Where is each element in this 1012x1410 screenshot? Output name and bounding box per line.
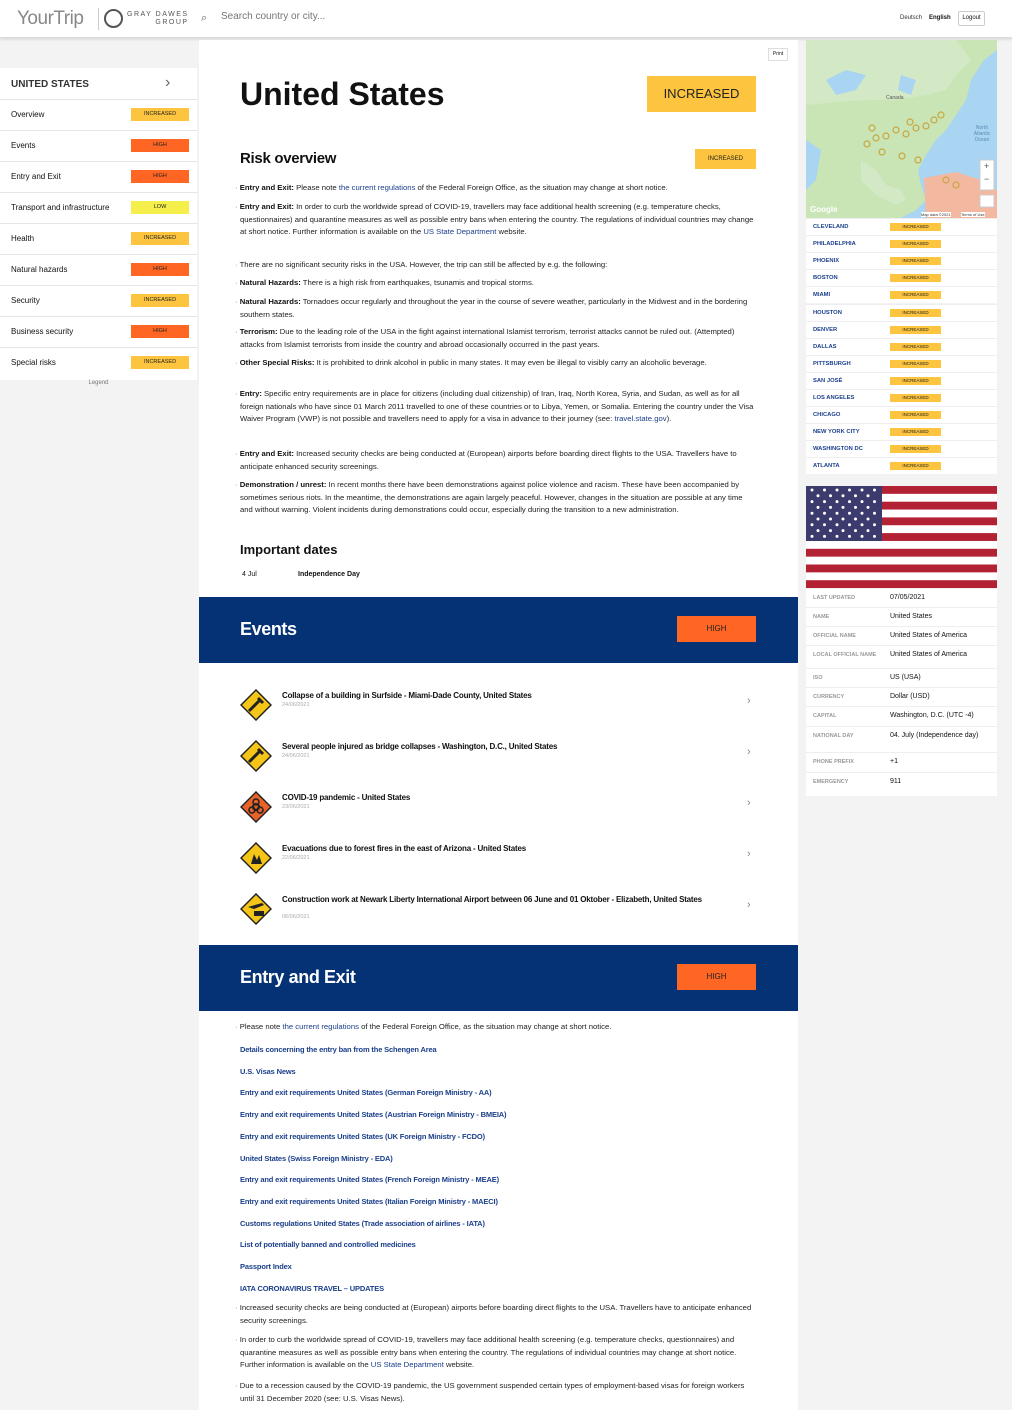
event-item[interactable] bbox=[240, 736, 760, 776]
sidebar-item-security[interactable] bbox=[0, 285, 197, 316]
date-day: 4 Jul bbox=[242, 571, 257, 578]
map-data-credit: Map data ©2021 bbox=[921, 212, 951, 217]
city-risk-badge: INCREASED bbox=[890, 223, 941, 231]
chevron-right-icon[interactable]: › bbox=[747, 746, 751, 758]
sidebar-item-label: Natural hazards bbox=[11, 265, 68, 274]
city-risk-badge: INCREASED bbox=[890, 394, 941, 402]
info-value: 04. July (Independence day) bbox=[890, 732, 979, 739]
city-risk-badge: INCREASED bbox=[890, 411, 941, 419]
city-row[interactable] bbox=[806, 321, 997, 338]
city-name: NEW YORK CITY bbox=[813, 429, 860, 436]
chevron-right-icon[interactable]: › bbox=[747, 899, 751, 911]
city-risk-badge: INCREASED bbox=[890, 291, 941, 299]
info-row bbox=[806, 588, 997, 607]
sidebar-item-events[interactable] bbox=[0, 130, 197, 161]
language-english-link[interactable]: English bbox=[929, 15, 951, 21]
print-button[interactable]: Print bbox=[768, 48, 788, 61]
event-title: Collapse of a building in Surfside - Miami-Dade County, United States bbox=[282, 691, 532, 700]
chevron-right-icon[interactable]: › bbox=[165, 74, 171, 91]
risk-paragraph: · Demonstration / unrest: In recent months there have been demonstrations against police violence and racism. These have been accompanied by sometimes serious riots. In the meantime, the demonstrations are again largely peaceful. However, changes in the situation are possible at any time and without warning. Violent incidents during demonstrations could occur, especially during the transition to a new administration. bbox=[240, 479, 755, 517]
city-risk-badge: INCREASED bbox=[890, 257, 941, 265]
city-row[interactable] bbox=[806, 355, 997, 372]
sidebar-item-label: Special risks bbox=[11, 358, 56, 367]
city-row[interactable] bbox=[806, 218, 997, 235]
event-date: 22/06/2021 bbox=[282, 855, 310, 861]
chevron-right-icon[interactable]: › bbox=[747, 797, 751, 809]
sidebar-item-transport-and-infrastructure[interactable] bbox=[0, 192, 197, 223]
event-date: 23/06/2021 bbox=[282, 804, 310, 810]
info-value: +1 bbox=[890, 758, 898, 765]
info-value: United States of America bbox=[890, 632, 968, 639]
city-risk-badge: INCREASED bbox=[890, 240, 941, 248]
risk-paragraph: · Entry and Exit: Please note the current regulations of the Federal Foreign Office, as the situation may change at short notice. bbox=[240, 182, 755, 195]
entry-exit-heading: Entry and Exit bbox=[240, 967, 356, 987]
entry-paragraph: · Due to a recession caused by the COVID-19 pandemic, the US government suspended certain types of employment-based visas for foreign workers until 31 December 2020 (see: U.S. Visas News). bbox=[240, 1380, 755, 1405]
city-row[interactable] bbox=[806, 440, 997, 457]
info-row bbox=[806, 645, 997, 668]
info-key: PHONE PREFIX bbox=[813, 759, 854, 765]
event-title: Evacuations due to forest fires in the east of Arizona - United States bbox=[282, 844, 526, 853]
city-row[interactable] bbox=[806, 286, 997, 303]
entry-paragraph: · In order to curb the worldwide spread of COVID-19, travellers may face additional health screening (e.g. temperature checks, questionnaires) and quarantine measures as well as possible entry bans when entering the country. The regulations of individual countries may change at short notice. Further information is available on the US State Department website. bbox=[240, 1334, 755, 1372]
city-risk-badge: INCREASED bbox=[890, 445, 941, 453]
top-bar bbox=[0, 0, 1012, 38]
city-row[interactable] bbox=[806, 304, 997, 321]
info-row bbox=[806, 752, 997, 772]
paragraph-topic: Entry: bbox=[239, 389, 262, 398]
info-value: US (USA) bbox=[890, 674, 921, 681]
zoom-in-button[interactable]: + bbox=[984, 161, 990, 171]
risk-level-badge: HIGH bbox=[131, 170, 189, 183]
risk-paragraph: · Other Special Risks: It is prohibited to drink alcohol in public in many states. It may even be illegal to visibly carry an alcoholic beverage. bbox=[240, 357, 755, 370]
country-risk-badge: INCREASED bbox=[647, 76, 756, 112]
city-risk-badge: INCREASED bbox=[890, 274, 941, 282]
paragraph-topic: Entry and Exit: bbox=[239, 449, 294, 458]
yourtrip-logo[interactable]: YourTrip bbox=[17, 8, 84, 29]
city-row[interactable] bbox=[806, 338, 997, 355]
entry-resource-link[interactable]: Entry and exit requirements United States (Italian Foreign Ministry - MAECI) bbox=[240, 1196, 498, 1206]
paragraph-topic: Natural Hazards: bbox=[239, 278, 301, 287]
info-key: ISO bbox=[813, 675, 823, 681]
city-name: WASHINGTON DC bbox=[813, 446, 863, 453]
events-section-header bbox=[199, 597, 798, 663]
city-row[interactable] bbox=[806, 457, 997, 474]
language-deutsch-link[interactable]: Deutsch bbox=[900, 15, 923, 21]
airport-icon bbox=[240, 893, 272, 925]
events-risk-badge: HIGH bbox=[677, 616, 756, 642]
sidebar-item-natural-hazards[interactable] bbox=[0, 254, 197, 285]
entry-note-paragraph: · Please note the current regulations of the Federal Foreign Office, as the situation may change at short notice. bbox=[240, 1021, 755, 1034]
info-key: CAPITAL bbox=[813, 713, 837, 719]
city-row[interactable] bbox=[806, 389, 997, 406]
sidebar-item-special-risks[interactable] bbox=[0, 347, 197, 378]
city-row[interactable] bbox=[806, 269, 997, 286]
event-item[interactable] bbox=[240, 838, 760, 878]
biohazard-icon bbox=[240, 791, 272, 823]
entry-paragraph: · Increased security checks are being conducted at (European) airports before boarding direct flights to the USA. Travellers have to anticipate enhanced security screenings. bbox=[240, 1302, 755, 1327]
search-input[interactable] bbox=[221, 11, 521, 22]
map-terms-link[interactable]: Terms of Use bbox=[961, 212, 985, 217]
info-value: 911 bbox=[890, 778, 902, 785]
info-value: United States bbox=[890, 613, 933, 620]
sidebar-item-label: Business security bbox=[11, 327, 74, 336]
partner-name: GRAY DAWES bbox=[127, 10, 189, 18]
events-heading: Events bbox=[240, 619, 297, 639]
logo-divider bbox=[98, 8, 99, 30]
city-row[interactable] bbox=[806, 406, 997, 423]
entry-exit-risk-badge: HIGH bbox=[677, 964, 756, 990]
chevron-right-icon[interactable]: › bbox=[747, 695, 751, 707]
city-row[interactable] bbox=[806, 372, 997, 389]
sidebar-item-label: Events bbox=[11, 141, 36, 150]
inline-link[interactable]: the current regulations bbox=[338, 183, 416, 192]
flag-graphic bbox=[806, 486, 997, 588]
page-title: United States bbox=[240, 76, 445, 112]
event-title: Construction work at Newark Liberty International Airport between 06 June and 01 Oktober - Elizabeth, United States bbox=[282, 895, 702, 904]
event-item[interactable] bbox=[240, 685, 760, 725]
entry-resource-link[interactable]: Entry and exit requirements United States (German Foreign Ministry - AA) bbox=[240, 1088, 492, 1098]
zoom-out-button[interactable]: − bbox=[984, 174, 990, 184]
city-row[interactable] bbox=[806, 423, 997, 440]
event-title: Several people injured as bridge collapses - Washington, D.C., United States bbox=[282, 742, 558, 751]
inline-link[interactable]: US State Department bbox=[423, 227, 497, 236]
info-key: NAME bbox=[813, 614, 830, 620]
event-item[interactable] bbox=[240, 889, 760, 929]
info-key: CURRENCY bbox=[813, 694, 845, 700]
paragraph-topic: Other Special Risks: bbox=[239, 358, 315, 367]
important-dates-heading: Important dates bbox=[240, 542, 338, 557]
info-key: NATIONAL DAY bbox=[813, 733, 854, 739]
info-key: LOCAL OFFICIAL NAME bbox=[813, 652, 877, 658]
city-risk-badge: INCREASED bbox=[890, 360, 941, 368]
info-key: EMERGENCY bbox=[813, 779, 849, 785]
risk-paragraph: · Terrorism: Due to the leading role of the USA in the fight against international Islamist terrorism, terrorist attacks cannot be ruled out. (Attempted) attacks from Islamist terrorists from inside the country and abroad occasionally occurred in the past years. bbox=[240, 326, 755, 351]
us-flag bbox=[806, 486, 997, 588]
entry-resource-link[interactable]: Details concerning the entry ban from the Schengen Area bbox=[240, 1045, 437, 1054]
inline-link[interactable]: US State Department bbox=[370, 1360, 444, 1369]
info-key: LAST UPDATED bbox=[813, 595, 856, 601]
gray-dawes-logo bbox=[104, 9, 189, 28]
risk-level-badge: INCREASED bbox=[131, 294, 189, 307]
info-row bbox=[806, 706, 997, 726]
city-name: PHOENIX bbox=[813, 258, 840, 265]
city-name: DALLAS bbox=[813, 343, 837, 350]
info-value: 07/05/2021 bbox=[890, 594, 926, 601]
event-date: 24/06/2021 bbox=[282, 753, 310, 759]
date-name: Independence Day bbox=[298, 571, 360, 578]
sidebar-item-entry-and-exit[interactable] bbox=[0, 161, 197, 192]
entry-exit-section-header bbox=[199, 945, 798, 1011]
risk-paragraph: · Entry: Specific entry requirements are in place for citizens (including dual citizenship) of Iran, Iraq, North Korea, Syria, and Sudan, as well as for all foreign nationals who have since 01 March 2011 travelled to one of these countries or to Libya, Yemen, or Somalia. Entering the country under the Visa Waiver Program (VWP) is not possible and travellers need to apply for a visa in advance to their journey (see: travel.state.gov). bbox=[240, 388, 755, 426]
paragraph-topic: Demonstration / unrest: bbox=[239, 480, 327, 489]
inline-link[interactable]: travel.state.gov bbox=[614, 414, 667, 423]
risk-paragraph: · There are no significant security risks in the USA. However, the trip can still be affected by e.g. the following: bbox=[240, 259, 755, 272]
info-row bbox=[806, 687, 997, 706]
info-row bbox=[806, 726, 997, 752]
city-name: LOS ANGELES bbox=[813, 395, 855, 401]
sidebar-item-label: Security bbox=[11, 296, 40, 305]
risk-paragraph: · Natural Hazards: There is a high risk from earthquakes, tsunamis and tropical storms. bbox=[240, 277, 755, 290]
sidebar-title: UNITED STATES bbox=[11, 79, 89, 90]
sidebar-item-health[interactable] bbox=[0, 223, 197, 254]
city-risk-badge: INCREASED bbox=[890, 343, 941, 351]
entry-resource-link[interactable]: Entry and exit requirements United States (Austrian Foreign Ministry - BMEIA) bbox=[240, 1110, 507, 1120]
info-row bbox=[806, 626, 997, 645]
map-label-ocean: North Atlantic Ocean bbox=[973, 125, 991, 143]
current-regulations-link[interactable]: the current regulations bbox=[282, 1022, 359, 1031]
entry-resource-link[interactable]: List of potentially banned and controlled medicines bbox=[240, 1240, 416, 1250]
sidebar-item-overview[interactable] bbox=[0, 99, 197, 130]
info-row bbox=[806, 607, 997, 626]
event-item[interactable] bbox=[240, 787, 760, 827]
risk-paragraph: · Entry and Exit: Increased security checks are being conducted at (European) airports before boarding direct flights to the USA. Travellers have to anticipate enhanced security screenings. bbox=[240, 448, 755, 473]
sidebar-item-label: Transport and infrastructure bbox=[11, 203, 110, 212]
construction-icon bbox=[240, 740, 272, 772]
chevron-right-icon[interactable]: › bbox=[747, 848, 751, 860]
sidebar bbox=[0, 68, 197, 380]
city-risk-badge: INCREASED bbox=[890, 462, 941, 470]
info-value: Dollar (USD) bbox=[890, 693, 930, 700]
event-date: 24/06/2021 bbox=[282, 702, 310, 708]
paragraph-topic: Entry and Exit: bbox=[239, 183, 294, 192]
city-name: PHILADELPHIA bbox=[813, 241, 856, 248]
logout-button[interactable]: Logout bbox=[958, 11, 985, 26]
fire-icon bbox=[240, 842, 272, 874]
search-icon[interactable]: ⌕ bbox=[201, 12, 208, 24]
city-name: CLEVELAND bbox=[813, 224, 849, 230]
city-row[interactable] bbox=[806, 252, 997, 269]
construction-icon bbox=[240, 689, 272, 721]
entry-resource-link[interactable]: United States (Swiss Foreign Ministry - EDA) bbox=[240, 1153, 393, 1163]
sidebar-item-label: Entry and Exit bbox=[11, 172, 61, 181]
risk-level-badge: INCREASED bbox=[131, 232, 189, 245]
city-name: MIAMI bbox=[813, 292, 831, 299]
city-name: HOUSTON bbox=[813, 309, 842, 316]
risk-level-badge: INCREASED bbox=[131, 356, 189, 369]
city-name: BOSTON bbox=[813, 275, 838, 282]
city-name: ATLANTA bbox=[813, 463, 840, 470]
country-info-table bbox=[806, 588, 997, 796]
entry-resource-link[interactable]: Entry and exit requirements United States (UK Foreign Ministry - FCDO) bbox=[240, 1131, 485, 1141]
city-risk-badge: INCREASED bbox=[890, 428, 941, 436]
sidebar-item-business-security[interactable] bbox=[0, 316, 197, 347]
info-key: OFFICIAL NAME bbox=[813, 633, 856, 639]
info-row bbox=[806, 668, 997, 687]
entry-resource-link[interactable]: U.S. Visas News bbox=[240, 1066, 296, 1076]
risk-level-badge: INCREASED bbox=[131, 108, 189, 121]
entry-resource-link[interactable]: Customs regulations United States (Trade association of airlines - IATA) bbox=[240, 1218, 485, 1228]
entry-resource-link[interactable]: Passport Index bbox=[240, 1262, 292, 1271]
map-label-canada: Canada bbox=[886, 95, 904, 101]
sidebar-item-label: Overview bbox=[11, 110, 45, 119]
city-row[interactable] bbox=[806, 235, 997, 252]
info-row bbox=[806, 772, 997, 794]
partner-sub: GROUP bbox=[155, 18, 189, 26]
risk-overview-heading: Risk overview bbox=[240, 150, 337, 167]
city-name: PITTSBURGH bbox=[813, 360, 851, 367]
paragraph-topic: Terrorism: bbox=[239, 327, 278, 336]
paragraph-topic: Natural Hazards: bbox=[239, 297, 301, 306]
city-risk-badge: INCREASED bbox=[890, 309, 941, 317]
risk-level-badge: HIGH bbox=[131, 325, 189, 338]
entry-resource-link[interactable]: IATA CORONAVIRUS TRAVEL – UPDATES bbox=[240, 1283, 384, 1293]
risk-level-badge: HIGH bbox=[131, 263, 189, 276]
event-title: COVID-19 pandemic - United States bbox=[282, 793, 411, 802]
risk-level-badge: LOW bbox=[131, 201, 189, 214]
legend-link[interactable]: Legend bbox=[88, 380, 109, 386]
info-value: United States of America bbox=[890, 651, 968, 658]
entry-resource-link[interactable]: Entry and exit requirements United States (French Foreign Ministry - MEAE) bbox=[240, 1175, 499, 1185]
risk-level-badge: HIGH bbox=[131, 139, 189, 152]
google-logo: Google bbox=[810, 205, 838, 214]
city-name: CHICAGO bbox=[813, 412, 841, 419]
main-content bbox=[199, 40, 798, 1410]
city-risk-badge: INCREASED bbox=[890, 326, 941, 334]
gray-dawes-emblem-icon bbox=[104, 9, 123, 28]
city-name: SAN JOSÉ bbox=[813, 377, 843, 384]
city-name: DENVER bbox=[813, 326, 838, 333]
sidebar-item-label: Health bbox=[11, 234, 35, 243]
risk-overview-badge: INCREASED bbox=[695, 149, 756, 169]
risk-paragraph: · Natural Hazards: Tornadoes occur regularly and throughout the year in the course of severe weather, particularly in the Midwest and in the bordering southern states. bbox=[240, 296, 755, 321]
info-value: Washington, D.C. (UTC -4) bbox=[890, 712, 974, 719]
event-date: 06/06/2021 bbox=[282, 914, 310, 920]
paragraph-topic: Entry and Exit: bbox=[239, 202, 294, 211]
risk-paragraph: · Entry and Exit: In order to curb the worldwide spread of COVID-19, travellers may face additional health screening (e.g. temperature checks, questionnaires) and quarantine measures as well as possible entry bans when entering the country. The regulations of individual countries may change at short notice. Further information is available on the US State Department website. bbox=[240, 201, 755, 239]
city-risk-badge: INCREASED bbox=[890, 377, 941, 385]
country-map[interactable] bbox=[806, 40, 997, 218]
